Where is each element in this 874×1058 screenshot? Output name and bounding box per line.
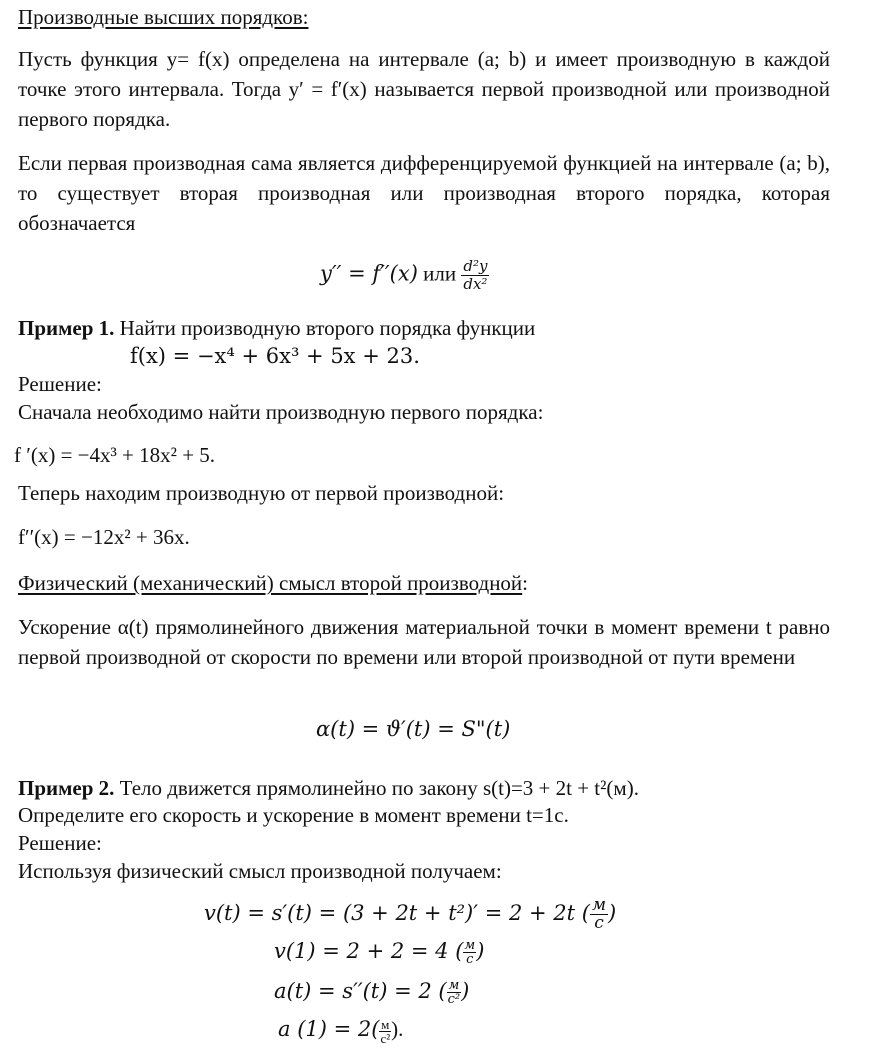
eq2-close: ): [476, 939, 485, 963]
section2-title-text: Физический (механический) смысл второй производной: [18, 571, 523, 595]
section-title-higher-derivatives: Производные высших порядков:: [18, 5, 309, 29]
eq3-num: м: [448, 978, 460, 993]
formula-second-derivative: [320, 258, 489, 293]
eq1-num: м: [591, 895, 607, 915]
eq2-num: м: [464, 938, 476, 953]
eq2-den: с: [466, 952, 474, 967]
example1-second-derivative: f′′(x) = −12x² + 36x.: [18, 525, 190, 549]
example1-task: Найти производную второго порядка функции: [119, 316, 536, 340]
equation-acceleration-general: [274, 978, 469, 1006]
eq1-text: v(t) = s′(t) = (3 + 2t + t²)′ = 2 + 2t (: [204, 901, 590, 925]
fraction-denominator: dx²: [463, 275, 488, 293]
eq4-unit-fraction: [379, 1018, 391, 1045]
equation-velocity-at-1: [274, 938, 484, 966]
example1-step1: Сначала необходимо найти производную первого порядка:: [18, 400, 544, 424]
eq2-text: v(1) = 2 + 2 = 4 (: [274, 939, 464, 963]
example2-label: Пример 2.: [18, 776, 115, 800]
formula-main: y′′ = f′′(x): [320, 261, 418, 286]
example2-task2: Определите его скорость и ускорение в момент времени t=1с.: [18, 803, 569, 827]
example1-solution-label: Решение:: [18, 372, 102, 396]
example2-step: Используя физический смысл производной получаем:: [18, 859, 502, 883]
eq1-den: с: [594, 913, 604, 933]
example1-heading: [18, 315, 535, 341]
paragraph-acceleration: Ускорение α(t) прямолинейного движения материальной точки в момент времени t равно первой производной от скорости по времени или второй производной от пути времени: [18, 615, 830, 669]
example2-task: Тело движется прямолинейно по закону s(t)=3 + 2t + t²(м).: [119, 776, 639, 800]
eq4-num: м: [381, 1016, 390, 1032]
eq2-unit-fraction: [463, 939, 476, 966]
eq3-den: с²: [447, 992, 461, 1007]
eq4-den: с²: [380, 1030, 391, 1046]
eq4-close: ).: [391, 1017, 404, 1041]
eq1-close: ): [608, 901, 617, 925]
fraction-numerator: d²y: [463, 257, 488, 275]
eq1-unit-fraction: [590, 897, 608, 932]
example1-step2: Теперь находим производную от первой производной:: [18, 481, 505, 505]
example1-first-derivative: f ′(x) = −4x³ + 18x² + 5.: [14, 443, 216, 467]
example1-function: f(x) = −x⁴ + 6x³ + 5x + 23.: [130, 344, 420, 368]
paragraph-second-derivative: Если первая производная сама является дифференцируемой функцией на интервале (a; b), то существует вторая производная или производная второго порядка, которая обозначается: [18, 151, 830, 235]
formula-acceleration: α(t) = ϑ′(t) = S"(t): [316, 717, 511, 741]
eq3-text: a(t) = s′′(t) = 2 (: [274, 979, 447, 1003]
section2-title-colon: :: [522, 571, 529, 595]
equation-acceleration-at-1: [278, 1016, 403, 1045]
eq3-unit-fraction: [447, 979, 462, 1006]
equation-velocity-general: [204, 897, 616, 932]
example2-solution-label: Решение:: [18, 831, 102, 855]
example2-heading: [18, 775, 639, 801]
eq3-close: ): [461, 979, 470, 1003]
formula-or: или: [423, 261, 457, 286]
example1-label: Пример 1.: [18, 316, 115, 340]
formula-fraction: [461, 258, 489, 293]
eq4-text: a (1) = 2(: [278, 1017, 380, 1041]
section-title-physical-meaning: [18, 570, 528, 596]
paragraph-first-derivative: Пусть функция y= f(x) определена на интервале (a; b) и имеет производную в каждой точке этого интервала. Тогда y′ = f′(x) называется первой производной или производной первого порядка.: [18, 47, 830, 131]
